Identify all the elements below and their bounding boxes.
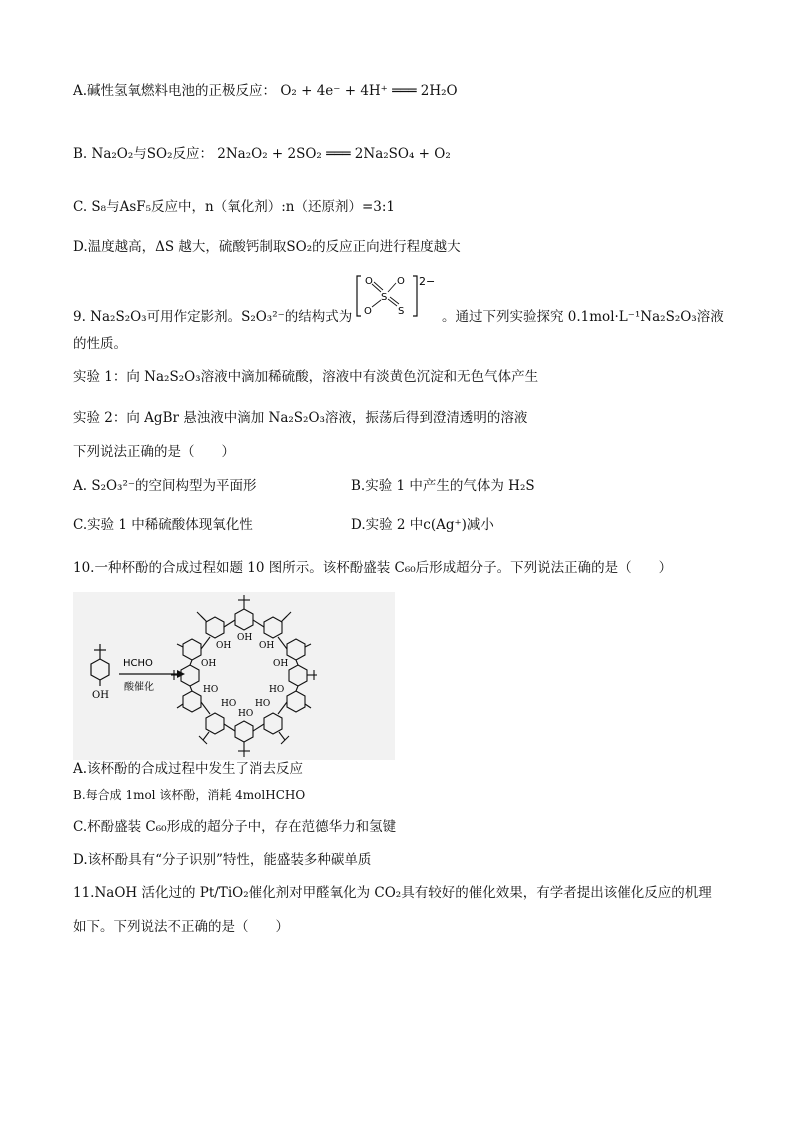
oh-label-1: OH	[216, 641, 232, 651]
thiosulfate-structure-diagram	[355, 272, 437, 320]
q8-option-c: C. S₈与AsF₅反应中，n（氧化剂）:n（还原剂）=3:1	[73, 199, 396, 215]
q9-ask: 下列说法正确的是（ ）	[73, 444, 235, 460]
ho-label-3: HO	[238, 709, 254, 719]
q10-option-c: C.杯酚盛装 C₆₀形成的超分子中，存在范德华力和氢键	[73, 819, 397, 835]
q10-option-b: B.每合成 1mol 该杯酚，消耗 4molHCHO	[73, 788, 306, 802]
structure-atom-o3: O	[364, 306, 372, 317]
q9-stem-line1-b: 。通过下列实验探究 0.1mol·L⁻¹Na₂S₂O₃溶液	[442, 309, 724, 325]
structure-charge-label: 2−	[419, 275, 436, 288]
q9-stem-line1-a: 9. Na₂S₂O₃可用作定影剂。S₂O₃²⁻的结构式为	[73, 309, 353, 325]
q11-stem-line1: 11.NaOH 活化过的 Pt/TiO₂催化剂对甲醛氧化为 CO₂具有较好的催化效果，有学者提出该催化反应的机理	[73, 885, 712, 901]
q10-stem: 10.一种杯酚的合成过程如题 10 图所示。该杯酚盛装 C₆₀后形成超分子。下列说法正确的是（ ）	[73, 560, 673, 576]
reagent-hcho-label: HCHO	[123, 658, 153, 669]
q8-option-b-equation: 2Na₂O₂ + 2SO₂ ═══ 2Na₂SO₄ + O₂	[217, 146, 451, 162]
q8-option-a	[73, 82, 458, 100]
q9-option-b: B.实验 1 中产生的气体为 H₂S	[351, 478, 535, 494]
q9-option-c: C.实验 1 中稀硫酸体现氧化性	[73, 517, 253, 533]
q10-option-d: D.该杯酚具有“分子识别”特性，能盛装多种碳单质	[73, 852, 372, 868]
q8-option-b-prefix: B. Na₂O₂与SO₂反应：	[73, 146, 213, 162]
ho-label-5: HO	[269, 685, 285, 695]
oh-label-2: OH	[237, 633, 253, 643]
reagent-catalyst-label: 酸催化	[124, 682, 154, 693]
q10-option-a: A.该杯酚的合成过程中发生了消去反应	[73, 761, 304, 777]
q11-stem-line2: 如下。下列说法不正确的是（ ）	[73, 919, 289, 935]
reactant-oh-label: OH	[92, 690, 109, 701]
oh-label-4: OH	[201, 659, 217, 669]
ho-label-4: HO	[255, 699, 271, 709]
q8-option-a-equation: O₂ + 4e⁻ + 4H⁺ ═══ 2H₂O	[280, 83, 458, 99]
structure-atom-o1: O	[365, 276, 373, 287]
q8-option-a-prefix: A.碱性氢氧燃料电池的正极反应：	[73, 83, 277, 99]
oh-label-5: OH	[273, 659, 289, 669]
q9-option-a: A. S₂O₃²⁻的空间构型为平面形	[73, 478, 257, 494]
q9-stem-line2: 的性质。	[73, 336, 127, 352]
q9-experiment-2: 实验 2：向 AgBr 悬浊液中滴加 Na₂S₂O₃溶液，振荡后得到澄清透明的溶液	[73, 410, 528, 426]
structure-atom-o2: O	[397, 276, 405, 287]
calixarene-synthesis-figure	[73, 592, 395, 760]
ho-label-2: HO	[221, 699, 237, 709]
structure-atom-s-center: S	[381, 292, 388, 303]
q8-option-b	[73, 145, 451, 163]
structure-atom-s-term: S	[398, 306, 405, 317]
q9-experiment-1: 实验 1：向 Na₂S₂O₃溶液中滴加稀硫酸，溶液中有淡黄色沉淀和无色气体产生	[73, 369, 539, 385]
ho-label-1: HO	[203, 685, 219, 695]
q9-option-d: D.实验 2 中c(Ag⁺)减小	[351, 517, 494, 533]
q8-option-d: D.温度越高，ΔS 越大，硫酸钙制取SO₂的反应正向进行程度越大	[73, 239, 461, 255]
oh-label-3: OH	[259, 641, 275, 651]
